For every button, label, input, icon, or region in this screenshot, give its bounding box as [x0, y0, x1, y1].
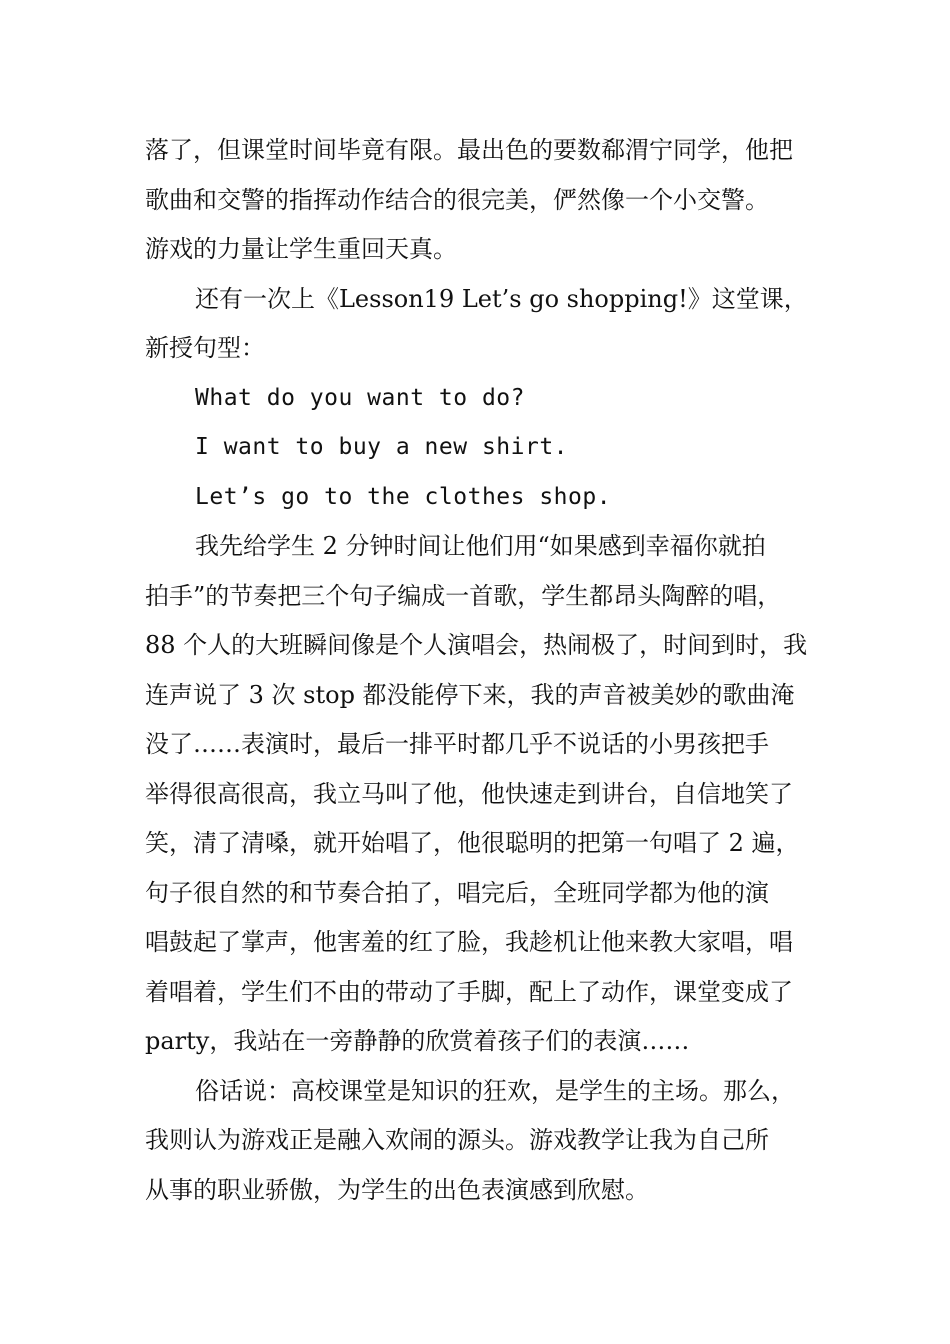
document-body: [145, 126, 815, 1215]
text-line: 88 个人的大班瞬间像是个人演唱会，热闹极了，时间到时，我: [145, 631, 808, 659]
paragraph-start-line: 还有一次上《Lesson19 Let’s go shopping!》这堂课，: [195, 284, 808, 313]
sentence-pattern-line: What do you want to do?: [195, 384, 525, 411]
sentence-pattern-line: I want to buy a new shirt.: [195, 434, 569, 460]
text-line: 没了……表演时，最后一排平时都几乎不说话的小男孩把手: [145, 730, 769, 758]
text-line: 着唱着，学生们不由的带动了手脚，配上了动作，课堂变成了: [145, 977, 793, 1006]
text-line: 从事的职业骄傲，为学生的出色表演感到欣慰。: [145, 1175, 649, 1204]
text-line: 歌曲和交警的指挥动作结合的很完美，俨然像一个小交警。: [145, 185, 769, 214]
sentence-pattern-line: Let’s go to the clothes shop.: [195, 483, 612, 510]
text-line: 我则认为游戏正是融入欢闹的源头。游戏教学让我为自己所: [145, 1126, 769, 1154]
paragraph-start-line: 我先给学生 2 分钟时间让他们用“如果感到幸福你就拍: [195, 532, 766, 560]
text-line: 唱鼓起了掌声，他害羞的红了脸，我趁机让他来教大家唱，唱: [145, 928, 793, 956]
text-line: 笑，清了清嗓，就开始唱了，他很聪明的把第一句唱了 2 遍，: [145, 829, 800, 857]
text-line: party，我站在一旁静静的欣赏着孩子们的表演……: [145, 1027, 690, 1055]
text-line: 举得很高很高，我立马叫了他，他快速走到讲台，自信地笑了: [145, 779, 793, 808]
text-line: 拍手”的节奏把三个句子编成一首歌，学生都昂头陶醉的唱，: [145, 581, 782, 610]
text-line: 游戏的力量让学生重回天真。: [145, 235, 457, 263]
text-line: 新授句型：: [145, 334, 265, 362]
paragraph-start-line: 俗话说：高校课堂是知识的狂欢，是学生的主场。那么，: [195, 1076, 795, 1105]
text-line: 连声说了 3 次 stop 都没能停下来，我的声音被美妙的歌曲淹: [145, 680, 795, 709]
text-line: 落了，但课堂时间毕竟有限。最出色的要数郗渭宁同学，他把: [145, 136, 793, 164]
text-line: 句子很自然的和节奏合拍了，唱完后，全班同学都为他的演: [145, 878, 769, 907]
